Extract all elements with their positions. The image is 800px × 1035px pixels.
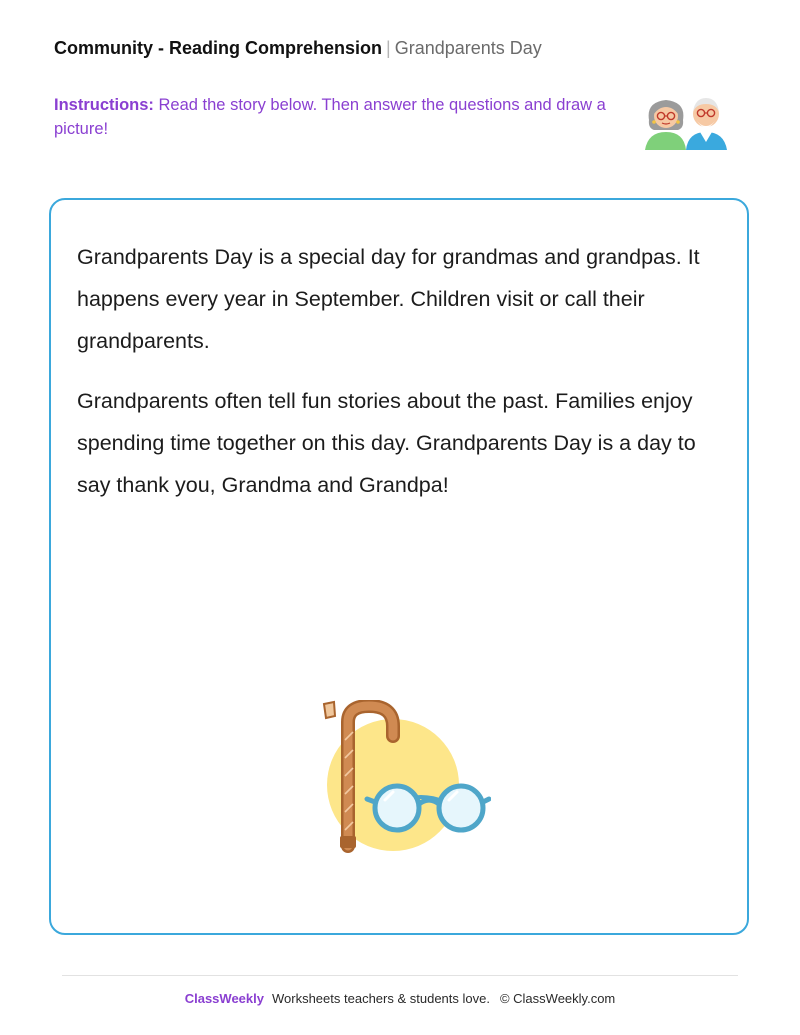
title-separator: | xyxy=(386,38,391,58)
story-card xyxy=(49,198,749,935)
footer-brand: ClassWeekly xyxy=(184,991,264,1006)
instructions-text: Read the story below. Then answer the questions and draw a picture! xyxy=(54,96,606,138)
story-paragraph-2: Grandparents often tell fun stories about the past. Families enjoy spending time together on this day. Grandparents Day is a day to say thank you, Grandma and Grandpa! xyxy=(77,389,696,497)
grandpa-icon xyxy=(686,98,727,150)
worksheet-title: Community - Reading Comprehension xyxy=(54,38,383,58)
footer xyxy=(0,990,800,1008)
instructions-label: Instructions: xyxy=(54,96,154,114)
footer-tagline: Worksheets teachers & students love. xyxy=(271,991,490,1006)
cane-and-glasses-illustration xyxy=(321,700,491,860)
footer-copyright: © ClassWeekly.com xyxy=(499,991,616,1006)
story-paragraph-1: Grandparents Day is a special day for grandmas and grandpas. It happens every year in September. Children visit or call their grandparents. xyxy=(77,245,700,353)
worksheet-subtitle: Grandparents Day xyxy=(394,38,542,58)
worksheet-header xyxy=(54,37,542,59)
footer-divider xyxy=(62,975,738,976)
grandma-icon xyxy=(645,100,686,150)
instructions xyxy=(54,93,614,141)
story-text xyxy=(77,236,717,524)
grandparents-icon xyxy=(640,92,732,152)
